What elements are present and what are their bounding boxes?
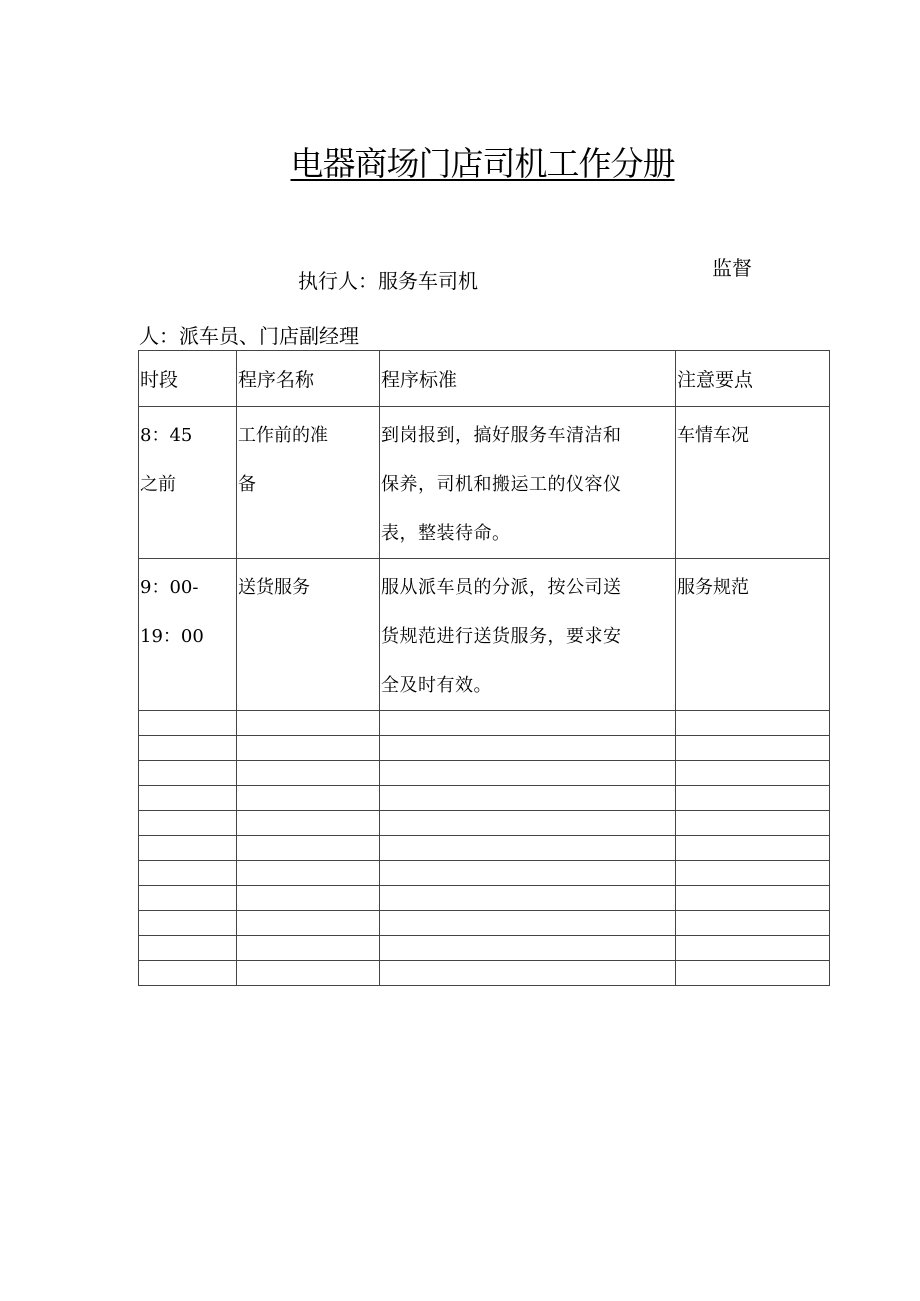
- empty-table-row: [139, 761, 830, 786]
- standard-line: 表，整装待命。: [381, 523, 511, 544]
- standard-line: 货规范进行送货服务，要求安: [381, 626, 622, 647]
- empty-cell: [139, 761, 237, 786]
- empty-cell: [676, 736, 830, 761]
- empty-cell: [676, 886, 830, 911]
- empty-cell: [237, 711, 380, 736]
- empty-cell: [676, 836, 830, 861]
- empty-cell: [139, 911, 237, 936]
- procedure-name-cell: [237, 407, 380, 559]
- empty-cell: [139, 836, 237, 861]
- empty-cell: [676, 961, 830, 986]
- empty-cell: [139, 786, 237, 811]
- name-line: 备: [238, 474, 256, 495]
- name-line: 送货服务: [238, 577, 310, 598]
- empty-cell: [380, 911, 676, 936]
- empty-table-row: [139, 786, 830, 811]
- empty-table-row: [139, 886, 830, 911]
- empty-cell: [380, 836, 676, 861]
- procedure-table: [138, 350, 830, 986]
- empty-cell: [139, 811, 237, 836]
- empty-cell: [139, 886, 237, 911]
- procedure-standard-cell: [380, 407, 676, 559]
- empty-table-row: [139, 736, 830, 761]
- procedure-standard-cell: [380, 559, 676, 711]
- empty-cell: [380, 961, 676, 986]
- page-title: 电器商场门店司机工作分册: [290, 144, 675, 183]
- header-procedure-name: 程序名称: [237, 351, 380, 407]
- empty-cell: [380, 711, 676, 736]
- empty-table-row: [139, 961, 830, 986]
- standard-line: 服从派车员的分派，按公司送: [381, 577, 622, 598]
- table-row: [139, 407, 830, 559]
- empty-table-row: [139, 836, 830, 861]
- standard-line: 到岗报到，搞好服务车清洁和: [381, 425, 622, 446]
- standard-line: 全及时有效。: [381, 675, 492, 696]
- table-row: [139, 559, 830, 711]
- time-cell: [139, 559, 237, 711]
- empty-table-row: [139, 811, 830, 836]
- time-line: 8：45: [140, 425, 193, 446]
- header-time: 时段: [139, 351, 237, 407]
- empty-cell: [139, 861, 237, 886]
- name-line: 工作前的准: [238, 425, 328, 446]
- empty-cell: [380, 761, 676, 786]
- header-procedure-standard: 程序标准: [380, 351, 676, 407]
- empty-cell: [676, 786, 830, 811]
- key-points-cell: 服务规范: [676, 559, 830, 711]
- empty-cell: [237, 836, 380, 861]
- procedure-name-cell: [237, 559, 380, 711]
- empty-cell: [139, 736, 237, 761]
- header-key-points: 注意要点: [676, 351, 830, 407]
- empty-cell: [237, 736, 380, 761]
- time-line: 19：00: [140, 626, 204, 647]
- empty-cell: [237, 936, 380, 961]
- empty-cell: [676, 811, 830, 836]
- empty-cell: [676, 711, 830, 736]
- time-line: 之前: [140, 474, 176, 495]
- empty-cell: [237, 761, 380, 786]
- empty-cell: [237, 861, 380, 886]
- empty-cell: [676, 911, 830, 936]
- empty-cell: [237, 961, 380, 986]
- supervisor-label: 监督: [712, 256, 752, 280]
- executor-line: 执行人：服务车司机: [298, 269, 478, 293]
- time-cell: [139, 407, 237, 559]
- empty-rows: [139, 711, 830, 986]
- empty-cell: [139, 961, 237, 986]
- empty-table-row: [139, 861, 830, 886]
- empty-cell: [237, 786, 380, 811]
- empty-cell: [380, 936, 676, 961]
- empty-cell: [676, 936, 830, 961]
- time-line: 9：00-: [140, 577, 199, 598]
- empty-cell: [237, 886, 380, 911]
- empty-cell: [380, 886, 676, 911]
- empty-table-row: [139, 936, 830, 961]
- supervisor-line: 人：派车员、门店副经理: [139, 324, 359, 348]
- empty-cell: [237, 811, 380, 836]
- empty-cell: [380, 786, 676, 811]
- empty-table-row: [139, 711, 830, 736]
- empty-cell: [237, 911, 380, 936]
- empty-cell: [380, 811, 676, 836]
- empty-cell: [139, 936, 237, 961]
- empty-cell: [676, 761, 830, 786]
- table-header-row: [139, 351, 830, 407]
- empty-cell: [676, 861, 830, 886]
- empty-cell: [139, 711, 237, 736]
- key-points-cell: 车情车况: [676, 407, 830, 559]
- empty-cell: [380, 736, 676, 761]
- empty-table-row: [139, 911, 830, 936]
- standard-line: 保养，司机和搬运工的仪容仪: [381, 474, 622, 495]
- empty-cell: [380, 861, 676, 886]
